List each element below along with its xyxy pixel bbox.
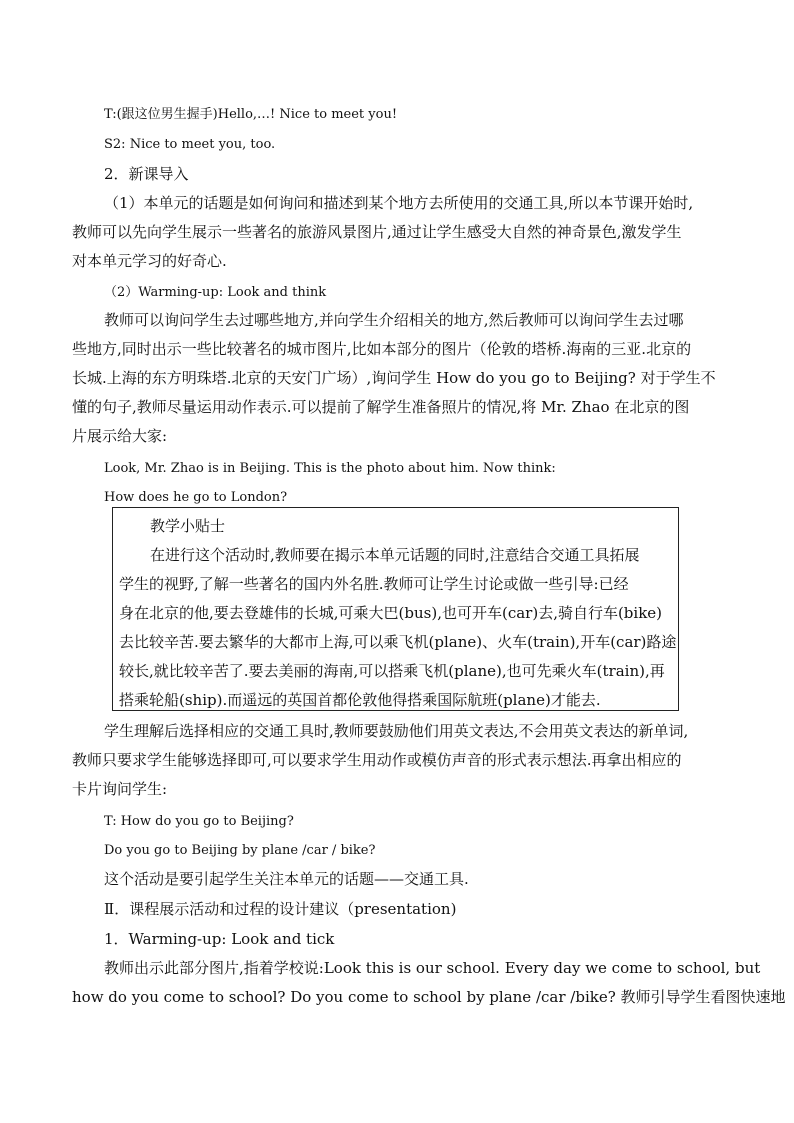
paragraph-line: 对本单元学习的好奇心. [72,252,227,270]
teaching-tip-line: 学生的视野,了解一些著名的国内外名胜.教师可让学生讨论或做一些引导:已经 [119,575,629,593]
teaching-tip-line: 在进行这个活动时,教师要在揭示本单元话题的同时,注意结合交通工具拓展 [150,546,640,564]
example-sentence: Look, Mr. Zhao is in Beijing. This is the photo about him. Now think: [104,461,556,476]
paragraph-line: 教师只要求学生能够选择即可,可以要求学生用动作或模仿声音的形式表示想法.再拿出相应的 [72,751,682,769]
subheading-look-and-tick: 1．Warming-up: Look and tick [104,930,335,948]
paragraph-line: 些地方,同时出示一些比较著名的城市图片,比如本部分的图片（伦敦的塔桥.海南的三亚.北京的 [72,340,692,358]
paragraph-line: 学生理解后选择相应的交通工具时,教师要鼓励他们用英文表达,不会用英文表达的新单词, [104,722,689,740]
teaching-tip-title: 教学小贴士 [150,517,226,535]
paragraph-line: 教师出示此部分图片,指着学校说:Look this is our school. Every day we come to school, but [104,959,761,977]
dialogue-line-teacher: T:(跟这位男生握手)Hello,…! Nice to meet you! [104,107,398,122]
dialogue-line-student: S2: Nice to meet you, too. [104,137,276,152]
paragraph-line: 教师可以先向学生展示一些著名的旅游风景图片,通过让学生感受大自然的神奇景色,激发学生 [72,223,682,241]
teaching-tip-line: 身在北京的他,要去登雄伟的长城,可乘大巴(bus),也可开车(car)去,骑自行车(bike) [119,604,663,622]
dialogue-line-question: Do you go to Beijing by plane /car / bike? [104,843,376,858]
paragraph-line: 这个活动是要引起学生关注本单元的话题——交通工具. [104,870,469,888]
teaching-tip-line: 去比较辛苦.要去繁华的大都市上海,可以乘飞机(plane)、火车(train),开车(car)路途 [119,633,677,651]
teaching-tip-line: 搭乘轮船(ship).而遥远的英国首都伦敦他得搭乘国际航班(plane)才能去. [119,691,601,709]
subheading-warming-up: （2）Warming-up: Look and think [104,285,327,300]
paragraph-line: 懂的句子,教师尽量运用动作表示.可以提前了解学生准备照片的情况,将 Mr. Zhao 在北京的图 [72,398,690,416]
paragraph-line: 教师可以询问学生去过哪些地方,并向学生介绍相关的地方,然后教师可以询问学生去过哪 [104,311,684,329]
section-heading-new-lesson: 2．新课导入 [104,165,189,183]
paragraph-line: how do you come to school? Do you come to school by plane /car /bike? 教师引导学生看图快速地 [72,988,786,1006]
paragraph-line: 卡片询问学生: [72,780,168,798]
dialogue-line-teacher: T: How do you go to Beijing? [104,814,294,829]
paragraph-line: （1）本单元的话题是如何询问和描述到某个地方去所使用的交通工具,所以本节课开始时, [104,194,694,212]
section-heading-presentation: Ⅱ．课程展示活动和过程的设计建议（presentation) [104,900,457,918]
paragraph-line: 长城.上海的东方明珠塔.北京的天安门广场）,询问学生 How do you go to Beijing? 对于学生不 [72,369,716,387]
teaching-tip-line: 较长,就比较辛苦了.要去美丽的海南,可以搭乘飞机(plane),也可先乘火车(train),再 [119,662,665,680]
example-question: How does he go to London? [104,490,288,505]
paragraph-line: 片展示给大家: [72,427,168,445]
